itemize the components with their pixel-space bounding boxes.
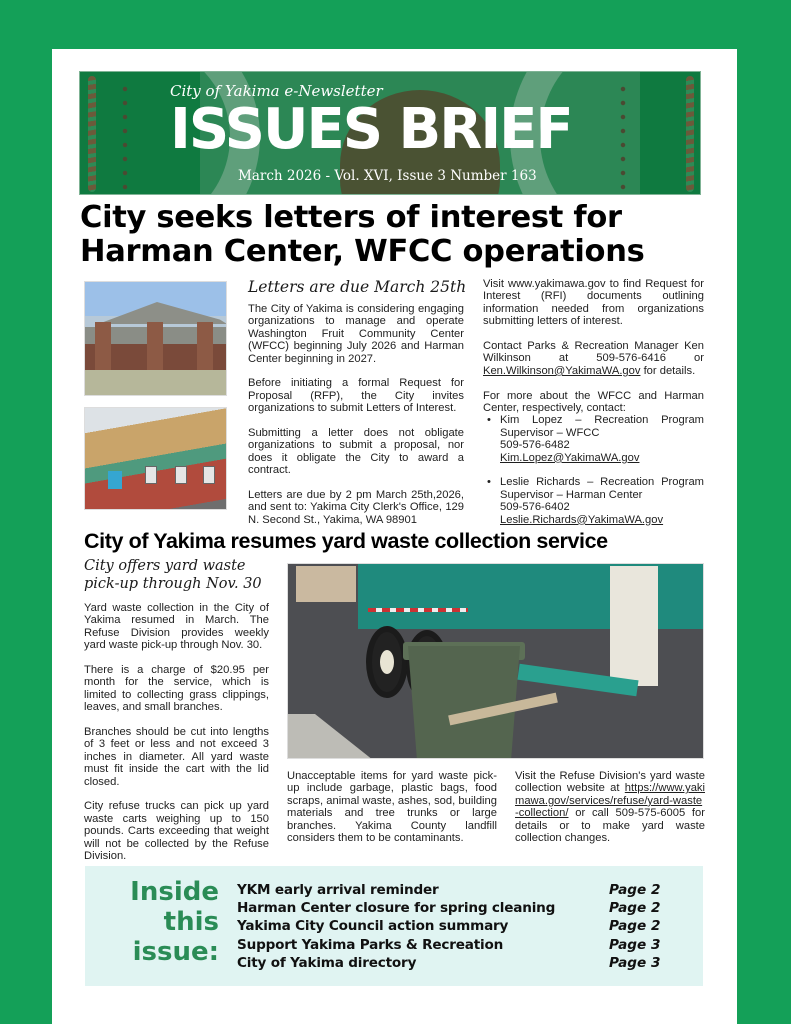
contact-phone: 509-576-6402	[500, 501, 570, 514]
ken-wilkinson-email-link[interactable]: Ken.Wilkinson@YakimaWA.gov	[483, 364, 641, 377]
article2-column1	[84, 602, 269, 875]
truck-stripe	[368, 608, 468, 612]
article1-headline: City seeks letters of interest for Harman Center, WFCC operations	[80, 200, 645, 269]
refuse-text: Visit the Refuse Division's yard waste collection website at	[515, 770, 705, 795]
inside-item[interactable]	[237, 918, 667, 936]
paragraph: Letters are due by 2 pm March 25th,2026, and sent to: Yakima City Clerk's Office, 129 N. Second St., Yakima, WA 98901	[248, 489, 464, 526]
butterfly-mural	[108, 471, 122, 489]
contact-name: • Kim Lopez – Recreation Program Supervisor – WFCC	[500, 414, 704, 439]
yard-waste-cart	[408, 646, 520, 759]
inside-item-topic: YKM early arrival reminder	[237, 882, 439, 898]
paragraph: Branches should be cut into lengths of 3 feet or less and not exceed 3 inches in diameter. All yard waste must fit inside the cart with the lid closed.	[84, 726, 269, 788]
contact-text: Contact Parks & Recreation Manager Ken Wilkinson at 509-576-6416 or	[483, 340, 704, 365]
paragraph: Before initiating a formal Request for Proposal (RFP), the City invites organizations to submit Letters of Interest.	[248, 377, 464, 415]
photo-roof	[87, 302, 227, 324]
paragraph: Unacceptable items for yard waste pick-up include garbage, plastic bags, food scraps, animal waste, ashes, sod, building materials and tree trunks or large branches. Yakima County landfill considers them to be contaminants.	[287, 770, 497, 845]
truck-plate	[610, 566, 658, 686]
paragraph: Submitting a letter does not obligate organizations to submit a proposal, nor does it obligate the City to award a contract.	[248, 427, 464, 477]
photo-pillar	[197, 322, 213, 370]
paragraph: The City of Yakima is considering engaging organizations to manage and operate Washington Fruit Community Center (WFCC) beginning July 2026 and Harman Center beginning in 2027.	[248, 303, 464, 365]
photo-curb	[288, 714, 378, 759]
wfcc-building-photo	[84, 407, 227, 510]
article2-headline: City of Yakima resumes yard waste collection service	[84, 529, 608, 553]
photo-window	[203, 466, 215, 484]
inside-label-line: Inside	[130, 877, 219, 907]
rope-border-right	[686, 76, 694, 192]
inside-item-page: Page 3	[609, 954, 661, 971]
inside-item[interactable]	[237, 882, 667, 900]
wheel-hub	[380, 650, 394, 674]
article1-column2	[483, 278, 704, 538]
newsletter-title: ISSUES BRIEF	[170, 97, 572, 162]
masthead-banner	[79, 71, 701, 195]
truck-wheel	[366, 626, 408, 698]
photo-house	[296, 566, 356, 602]
inside-item-topic: Support Yakima Parks & Recreation	[237, 936, 504, 953]
issue-line: March 2026 - Vol. XVI, Issue 3 Number 163	[238, 168, 537, 184]
inside-item-topic: Harman Center closure for spring cleaning	[237, 900, 556, 917]
paragraph: For more about the WFCC and Harman Center, respectively, contact:	[483, 389, 704, 415]
inside-label-line: this	[163, 907, 219, 937]
inside-label	[99, 877, 219, 967]
paragraph: There is a charge of $20.95 per month for the service, which is limited to collecting grass clippings, leaves, and small branches.	[84, 664, 269, 714]
contact-name: • Leslie Richards – Recreation Program Supervisor – Harman Center	[500, 476, 704, 501]
harman-center-photo	[84, 281, 227, 396]
yard-waste-website-link[interactable]: https://www.yakimawa.gov/services/refuse/yard-waste-collection/	[515, 782, 705, 820]
inside-items	[237, 882, 667, 973]
inside-item-page: Page 3	[609, 936, 661, 953]
contact-item	[483, 476, 704, 526]
yard-waste-truck-photo	[287, 563, 704, 759]
paragraph	[515, 770, 705, 844]
contact-item	[483, 414, 704, 464]
article2-subhead: City offers yard waste pick-up through Nov. 30	[84, 558, 262, 592]
refuse-text: or call 509-575-6005 for details or to make yard waste collection changes.	[515, 807, 705, 845]
article2-column2	[287, 770, 497, 857]
dots-decoration-right	[620, 82, 626, 192]
inside-item-topic: Yakima City Council action summary	[237, 918, 509, 935]
kim-lopez-email-link[interactable]: Kim.Lopez@YakimaWA.gov	[500, 451, 640, 464]
photo-pillar	[95, 322, 111, 370]
inside-label-line: issue:	[132, 937, 219, 967]
inside-item[interactable]	[237, 937, 667, 955]
leslie-richards-email-link[interactable]: Leslie.Richards@YakimaWA.gov	[500, 513, 664, 526]
inside-item[interactable]	[237, 900, 667, 918]
photo-window	[175, 466, 187, 484]
article2-column3	[515, 770, 705, 857]
inside-item-page: Page 2	[609, 882, 661, 898]
contact-phone: 509-576-6482	[500, 439, 570, 452]
inside-this-issue-box	[85, 866, 703, 986]
newsletter-kicker: City of Yakima e-Newsletter	[170, 82, 383, 100]
article1-column1	[248, 303, 464, 539]
paragraph: Yard waste collection in the City of Yakima resumed in March. The Refuse Division provides weekly yard waste pick-up through Nov. 30.	[84, 602, 269, 652]
article1-subhead: Letters are due March 25th	[248, 278, 467, 296]
inside-item-page: Page 2	[609, 900, 661, 917]
dots-decoration-left	[122, 82, 128, 192]
rope-border-left	[88, 76, 96, 192]
photo-window	[145, 466, 157, 484]
inside-item[interactable]	[237, 955, 667, 973]
paragraph	[483, 340, 704, 377]
photo-pillar	[147, 322, 163, 370]
contact-list	[483, 414, 704, 526]
inside-item-page: Page 2	[609, 918, 661, 935]
paragraph: City refuse trucks can pick up yard waste carts weighing up to 150 pounds. Carts exceeding that weight will not be collected by the Refuse Division.	[84, 800, 269, 863]
contact-text: for details.	[640, 364, 696, 377]
newsletter-page	[52, 49, 737, 1024]
paragraph: Visit www.yakimawa.gov to find Request for Interest (RFI) documents outlining information needed from organizations submitting letters of interest.	[483, 278, 704, 328]
inside-item-topic: City of Yakima directory	[237, 954, 417, 971]
